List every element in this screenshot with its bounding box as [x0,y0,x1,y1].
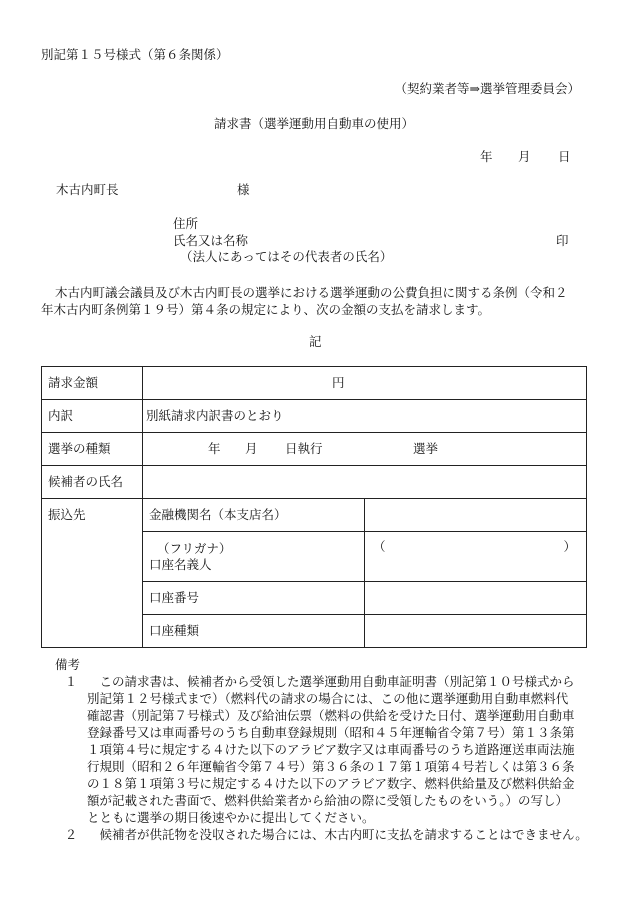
notes-heading: 備考 [55,657,81,672]
note-1-line: とともに選挙の期日後速やかに提出してください。 [87,810,375,825]
candidate-label: 候補者の氏名 [42,466,143,499]
body-text-line1: 木古内町議会議員及び木古内町長の選挙における選挙運動の公費負担に関する条例（令和２ [55,285,568,300]
holder-field[interactable] [365,532,587,582]
note-1-number: １ [64,674,78,689]
election-field[interactable] [143,433,587,466]
election-suffix: 選挙 [413,441,439,456]
note-1-line: の１８第１項第３号に規定する４けた以下のアラビア数字、燃料供給量及び燃料供給金 [87,776,575,791]
date-month: 月 [518,149,531,164]
bank-field[interactable] [365,499,587,532]
seal-mark: 印 [556,233,569,248]
note-item-2 [55,826,591,843]
table-row-amount [42,367,587,400]
bank-label: 金融機関名（本支店名） [143,499,365,532]
routing-note: （契約業者等⇒選挙管理委員会） [394,81,580,96]
amount-label: 請求金額 [42,367,143,400]
account-number-label: 口座番号 [143,582,365,615]
note-1-line: 額が記載された書面で、燃料供給業者から給油の際に受領したものをいう。）の写し） [87,793,569,808]
table-row-bank [42,499,587,532]
election-month: 月 [245,441,258,456]
notes-section [55,656,591,843]
amount-unit: 円 [332,375,345,390]
furigana-label: （フリガナ） [157,540,232,556]
date-year: 年 [480,149,493,164]
note-2-number: ２ [64,827,78,842]
ki-heading: 記 [309,334,322,349]
candidate-field[interactable] [143,466,587,499]
body-text-line2: 年木古内町条例第１９号）第４条の規定により、次の金額の支払を請求します。 [41,302,491,317]
page-title: 請求書（選挙運動用自動車の使用） [214,116,415,131]
paren-open: （ [373,539,386,554]
note-1-line: １項第４号に規定する４けた以下のアラビア数字又は車両番号のうち道路運送車両法施 [87,742,575,757]
form-number: 別記第１５号様式（第６条関係） [41,47,229,62]
breakdown-label: 内訳 [42,400,143,433]
claim-table [41,366,587,648]
transfer-label: 振込先 [42,499,143,648]
election-day: 日執行 [285,441,323,456]
paren-close: ） [563,539,576,554]
election-year: 年 [208,441,221,456]
table-row-breakdown [42,400,587,433]
account-type-field[interactable] [365,615,587,648]
corporate-note: （法人にあってはその代表者の氏名） [180,249,393,264]
holder-label-cell [143,532,365,582]
addressee-name: 木古内町長 [56,182,119,197]
holder-label: 口座名義人 [149,556,212,572]
note-item-1 [55,673,591,826]
note-1-line: 確認書（別記第７号様式）及び給油伝票（燃料の供給を受けた日付、選挙運動用自動車 [87,708,575,723]
note-2-text: 候補者が供託物を没収された場合には、木古内町に支払を請求することはできません。 [99,827,588,842]
table-row-election [42,433,587,466]
account-type-label: 口座種類 [143,615,365,648]
note-1-line: この請求書は、候補者から受領した選挙運動用自動車証明書（別記第１０号様式から [99,674,575,689]
address-label: 住所 [173,216,199,231]
note-1-line: 別記第１２号様式まで）（燃料代の請求の場合には、この他に選挙運動用自動車燃料代 [87,691,569,706]
table-row-candidate [42,466,587,499]
addressee-honorific: 様 [237,182,250,197]
note-1-line: 登録番号又は車両番号のうち自動車登録規則（昭和４５年運輸省令第７号）第１３条第 [87,725,575,740]
account-number-field[interactable] [365,582,587,615]
amount-field[interactable] [143,367,587,400]
name-label: 氏名又は名称 [173,233,249,248]
date-day: 日 [558,149,571,164]
note-1-line: 行規則（昭和２６年運輸省令第７４号）第３６条の１７第１項第４号若しくは第３６条 [87,759,575,774]
breakdown-value: 別紙請求内訳書のとおり [143,400,587,433]
election-label: 選挙の種類 [42,433,143,466]
note-1-text [87,673,591,826]
